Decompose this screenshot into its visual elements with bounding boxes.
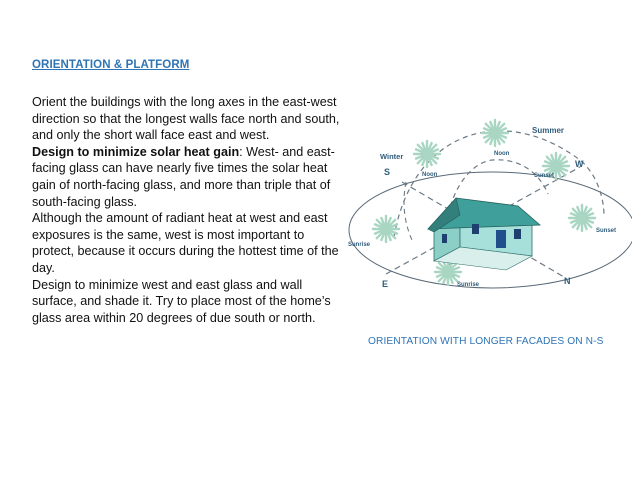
paragraph-solar-heat-text: : West- and east-facing glass can have nearly five times the solar heat gain of north-facing glass, and more than triple that of south-facing glass. xyxy=(32,144,335,209)
paragraph-radiant-heat: Although the amount of radiant heat at west and east exposures is the same, west is most important to protect, because it occurs during the hottest time of the day. xyxy=(32,211,339,275)
sun-path-diagram xyxy=(342,112,632,302)
summer-noon-sun-icon xyxy=(482,120,508,146)
label-summer: Summer xyxy=(532,126,565,135)
label-noon-top: Noon xyxy=(494,151,510,157)
winter-noon-sun-icon xyxy=(414,141,440,167)
paragraph-minimize-glass: Design to minimize west and east glass and wall surface, and shade it. Try to place most of the home’s glass area within 20 degrees of due south or north. xyxy=(32,277,331,325)
section-heading: ORIENTATION & PLATFORM xyxy=(32,59,190,71)
sunset-right-sun-icon xyxy=(569,205,595,231)
label-sunset-mid: Sunset xyxy=(534,173,555,179)
house-illustration xyxy=(428,198,540,270)
label-s: S xyxy=(384,167,391,177)
label-sunrise-bottom: Sunrise xyxy=(457,282,480,288)
label-sunset-right: Sunset xyxy=(596,228,617,234)
paragraph-solar-heat-bold: Design to minimize solar heat gain xyxy=(32,144,240,159)
paragraph-solar-heat xyxy=(32,144,344,210)
label-winter: Winter xyxy=(380,152,404,161)
label-w: W xyxy=(575,159,584,169)
label-e: E xyxy=(382,279,389,289)
paragraph-orient: Orient the buildings with the long axes in the east-west direction so that the longest walls face north and south, and only the short wall face east and west. xyxy=(32,95,340,143)
label-n: N xyxy=(564,276,571,286)
label-sunrise-left: Sunrise xyxy=(348,242,371,248)
body-text xyxy=(32,94,344,326)
diagram-caption: ORIENTATION WITH LONGER FACADES ON N-S xyxy=(368,336,604,347)
sunrise-left-sun-icon xyxy=(373,216,399,242)
label-noon-left: Noon xyxy=(422,172,438,178)
